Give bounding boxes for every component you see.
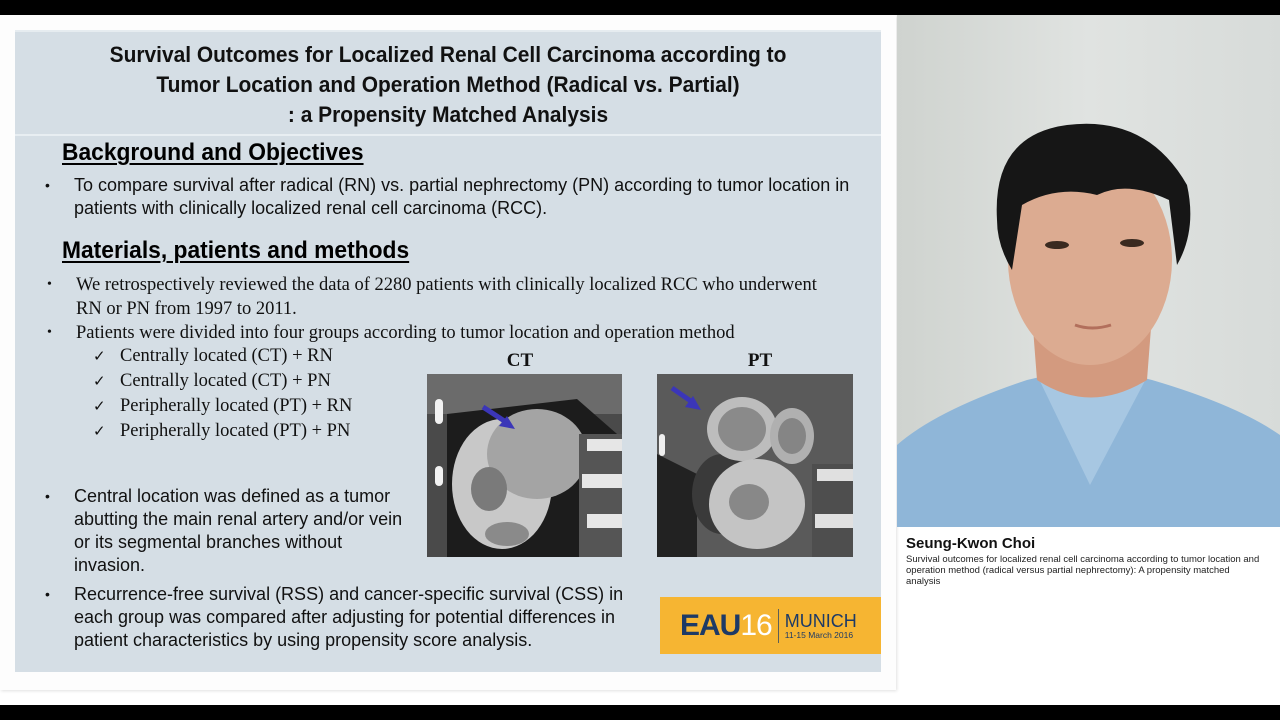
presenter-video [897,15,1280,527]
title-line-1: Survival Outcomes for Localized Renal Cell Carcinoma according to [109,42,787,67]
ct-scan-peripheral-tumor-image [657,374,853,557]
logo-divider [778,609,779,643]
bullet-dot-icon: • [47,277,52,292]
checkmark-icon: ✓ [93,399,106,415]
bullet-retrospective-review: • We retrospectively reviewed the data of 2280 patients with clinically localized RCC who underwent RN or PN from 1997 to 2011. [47,275,817,319]
title-line-2: Tumor Location and Operation Method (Radical vs. Partial) [156,72,740,97]
logo-number: 16 [740,608,772,642]
bullet-four-groups: • Patients were divided into four groups according to tumor location and operation method [47,323,735,343]
checkmark-icon: ✓ [93,374,106,390]
ct-scan-central-icon [427,374,622,557]
presenter-portrait-icon [897,15,1280,527]
bullet-objective: • To compare survival after radical (RN) vs. partial nephrectomy (PN) according to tumor location in patients with clinically localized renal cell carcinoma (RCC). [45,175,850,218]
logo-dates: 11-15 March 2016 [784,629,854,640]
bullet-central-location-definition: • Central location was defined as a tumor abutting the main renal artery and/or vein or its segmental branches without invasion. [45,486,403,575]
slide-title [45,40,850,130]
bullet-survival-analysis: • Recurrence-free survival (RSS) and cancer-specific survival (CSS) in each group was compared after adjusting for potential differences in patient characteristics by using propensity score analysis. [45,584,624,650]
heading-methods: Materials, patients and methods [62,237,410,264]
image-label-pt: PT [747,350,773,371]
logo-location [785,612,857,640]
slide-frame [0,15,896,690]
presenter-name: Seung-Kwon Choi [906,535,1036,552]
bullet-dot-icon: • [45,177,50,193]
checkmark-icon: ✓ [93,349,106,365]
title-divider [15,134,881,136]
group-checklist [93,344,352,444]
presenter-caption [906,535,1266,587]
group-item: ✓ Centrally located (CT) + RN [93,344,352,369]
talk-title: Survival outcomes for localized renal cell carcinoma according to tumor location and operation method (radical versus partial nephrectomy): A propensity matched analysis [906,554,1260,587]
heading-background: Background and Objectives [62,139,364,166]
bullet-dot-icon: • [45,586,50,602]
group-item: ✓ Centrally located (CT) + PN [93,369,352,394]
group-item: ✓ Peripherally located (PT) + PN [93,419,352,444]
ct-scan-central-tumor-image [427,374,622,557]
logo-brand: EAU [680,608,741,642]
bullet-dot-icon: • [47,325,52,340]
checkmark-icon: ✓ [93,424,106,440]
logo-city: MUNICH [784,610,857,631]
presentation-slide [15,30,881,672]
group-item: ✓ Peripherally located (PT) + RN [93,394,352,419]
image-label-ct: CT [506,350,534,371]
title-line-3: : a Propensity Matched Analysis [287,102,609,127]
bullet-dot-icon: • [45,488,50,504]
eau16-logo [660,597,881,654]
ct-scan-peripheral-icon [657,374,853,557]
video-player-stage [0,15,1280,705]
